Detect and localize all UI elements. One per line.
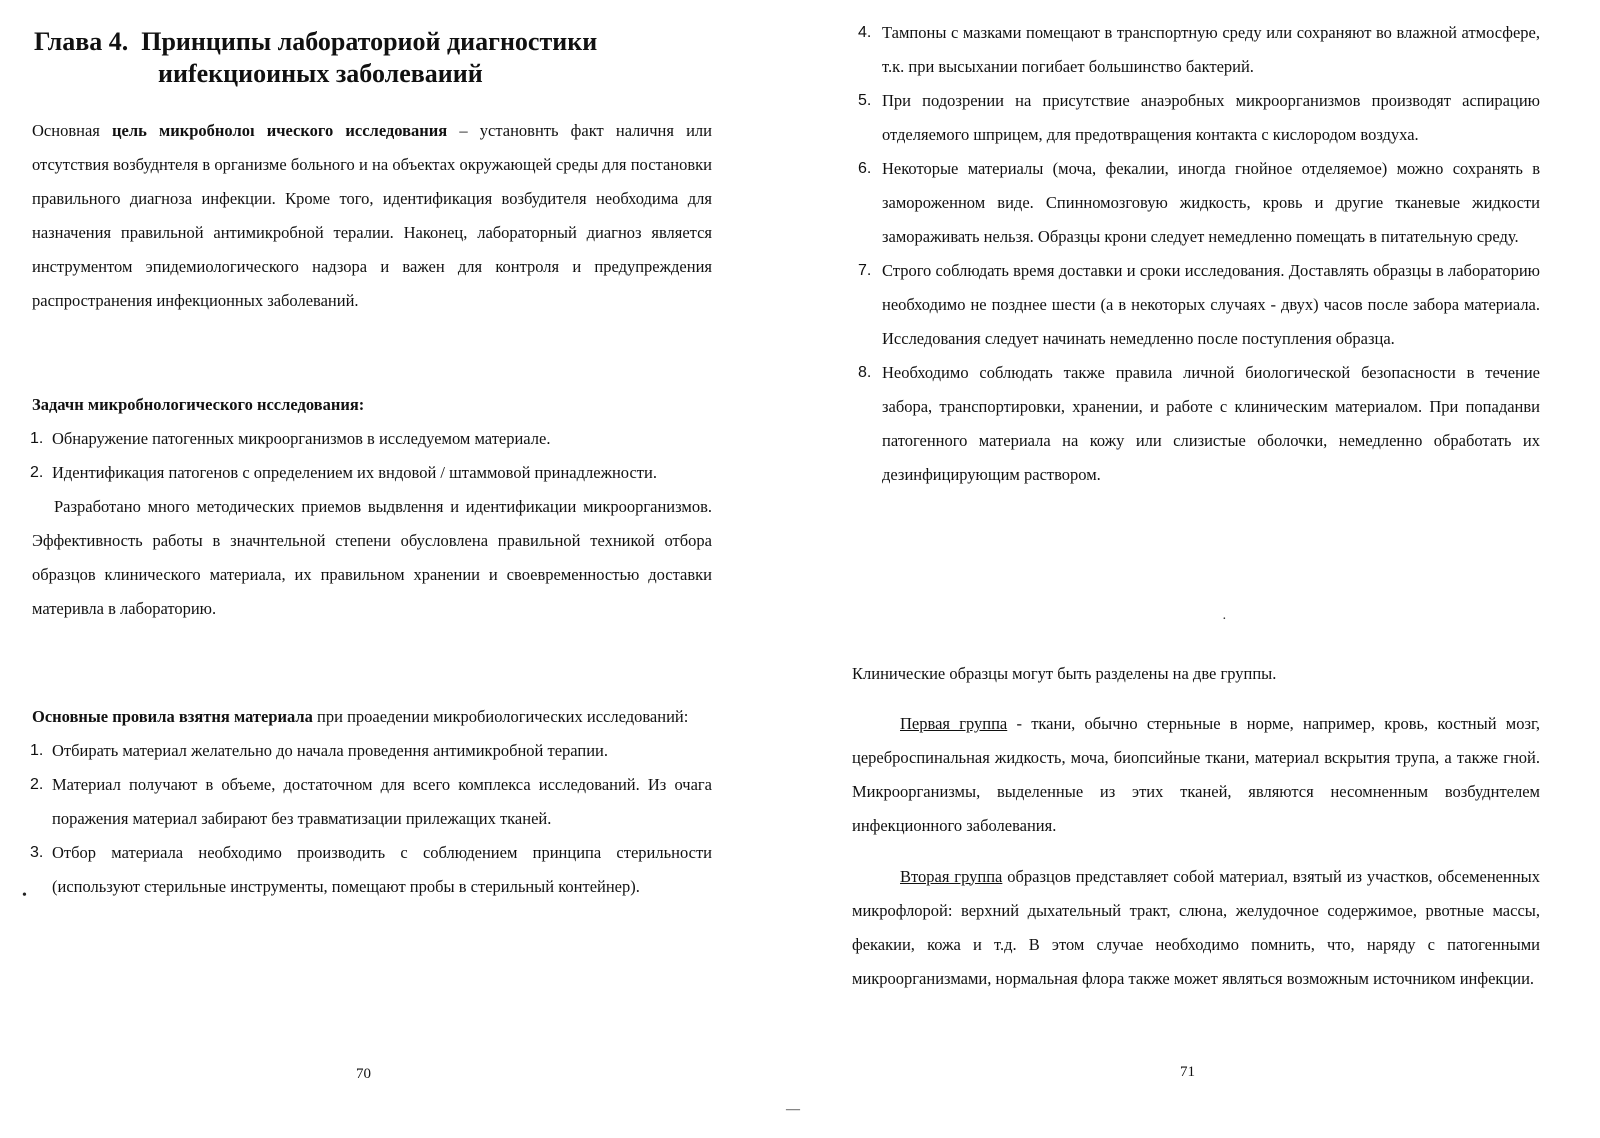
list-text: Строго соблюдать время доставки и сроки исследования. Доставлять образцы в лабораторию необходимо не позднее шести (а в некоторых случаях - двух) часов после забора материала. Исследования следует начинать немедленно после поступления образца. — [882, 261, 1540, 348]
intro-bold: микробнолоı ического исследования — [159, 121, 448, 140]
list-text: Материал получают в объеме, достаточном для всего комплекса исследований. Из очага поражения материал забирают без травматизации прилежащих тканей. — [52, 775, 712, 828]
list-number: 3. — [30, 844, 44, 861]
group-1-text: - ткани, обычно стерньные в норме, например, кровь, костный мозг, цереброспинальная жидкость, моча, биопсийные ткани, материал вскрытия трупа, а также гной. Микроорганизмы, выделенные из этих тканей, являются несомненным возбуднтелем инфекционного заболевания. — [852, 714, 1540, 835]
list-item — [852, 254, 1540, 356]
group-1-paragraph — [852, 707, 1540, 843]
group-2-label: Вторая группа — [900, 866, 1003, 886]
rules-list-left — [32, 734, 712, 904]
page-number-right: 71 — [1180, 1064, 1195, 1080]
groups-section — [852, 640, 1540, 1012]
list-text: Тампоны с мазками помещают в транспортную среду или сохраняют во влажной атмосфере, т.к. при высыхании погибает большинство бактерий. — [882, 23, 1540, 76]
scan-mark: • — [22, 888, 27, 903]
chapter-title — [34, 26, 734, 90]
rules-list-right — [852, 16, 1540, 492]
list-number: 4. — [858, 24, 872, 41]
list-item — [32, 734, 712, 768]
intro-rest: – установнть факт наличня или отсутствия возбуднтеля в организме больного и на объектах окружающей среды для постановки правильного диагноза инфекции. Кроме того, идентификация возбудителя необходима для назначения правильной антимикробной тералии. Наконец, лабораторный диагноз является инструментом эпидемиологического надзора и важен для контроля и предупреждения распространения инфекционных заболеваний. — [32, 121, 712, 310]
methods-paragraph: Разработано много методических приемов выдвлення и идентификации микроорганизмов. Эффективность работы в значнтельной степени обусловлена правильной техникой отбора образцов клинического материала, их правильном хранении и своевременностью доставки материвла в лабораторию. — [32, 497, 712, 618]
list-text: При подозрении на присутствие анаэробных микроорганизмов производят аспирацию отделяемого шприцем, для предотвращения контакта с кислородом воздуха. — [882, 91, 1540, 144]
list-text: Отбирать материал желательно до начала проведення антимикробной терапии. — [52, 741, 609, 760]
title-line-1: Принципы лабораториой диагностики — [141, 27, 598, 56]
scan-mark: — — [786, 1102, 800, 1117]
rules-heading-rest: при проаедении микробиологических исследований: — [312, 707, 689, 726]
list-number: 7. — [858, 262, 872, 279]
list-text: Необходимо соблюдать также правила личной биологической безопасности в течение забора, транспортировки, хранении, и работе с клиническим материалом. При попаданви патогенного материала на кожу или слизистые оболочки, немедленно обработать их дезинфицирующим раствором. — [882, 363, 1540, 484]
tasks-heading: Задачн микробнологического нсследования: — [32, 395, 365, 414]
list-text: Отбор материала необходимо производить с соблюдением принципа стерильности (используют стерильные инструменты, помещают пробы в стерильный контейнер). — [52, 843, 712, 896]
list-item — [852, 84, 1540, 152]
list-item — [852, 152, 1540, 254]
tasks-section — [32, 388, 712, 626]
list-item — [32, 422, 712, 456]
list-number: 2. — [30, 776, 44, 793]
list-item — [32, 768, 712, 836]
group-2-paragraph — [852, 860, 1540, 996]
list-number: 2. — [30, 464, 44, 481]
group-2-text: образцов представляет собой материал, взятый из участков, обсемененных микрофлорой: верхний дыхательный тракт, слюна, желудочное содержимое, рвотные массы, фекакии, кожа и т.д. В этом случае необходимо помнить, что, наряду с патогенными микроорганизмами, нормальная флора также может являться возможным источником инфекции. — [852, 866, 1540, 988]
list-item — [852, 16, 1540, 84]
rules-section-right — [852, 16, 1540, 492]
tasks-list — [32, 422, 712, 490]
group-1-label: Первая группа — [900, 714, 1008, 733]
rules-section — [32, 700, 712, 904]
list-number: 6. — [858, 160, 872, 177]
list-text: Некоторые материалы (моча, фекалии, иногда гнойное отделяемое) можно сохранять в замороженном виде. Спинномозговую жидкость, кровь и другие тканевые жидкости замораживать нельзя. Образцы крони следует немедленно помещать в питательную среду. — [882, 159, 1540, 246]
list-number: 5. — [858, 92, 872, 109]
intro-pre: Основная — [32, 121, 113, 140]
list-number: 1. — [30, 742, 44, 759]
list-text: Идентификация патогенов с определением их вндовой / штаммовой принадлежности. — [52, 463, 657, 482]
intro-paragraph — [32, 114, 712, 318]
groups-intro: Клинические образцы могут быть разделены на две группы. — [852, 663, 1277, 683]
page-number-left: 70 — [356, 1066, 371, 1082]
list-item — [32, 836, 712, 904]
list-text: Обнаружение патогенных микроорганизмов в исследуемом материале. — [52, 429, 551, 448]
scan-mark: · — [1222, 612, 1227, 627]
chapter-label: Глава 4. — [34, 27, 129, 56]
title-line-2: ииfекциоиных заболеваиий — [158, 59, 483, 88]
list-number: 1. — [30, 430, 44, 447]
list-number: 8. — [858, 364, 872, 381]
list-item — [32, 456, 712, 490]
rules-heading: Основные провила взятня материала — [32, 707, 313, 726]
list-item — [852, 356, 1540, 492]
intro-cel: цель — [112, 121, 147, 140]
